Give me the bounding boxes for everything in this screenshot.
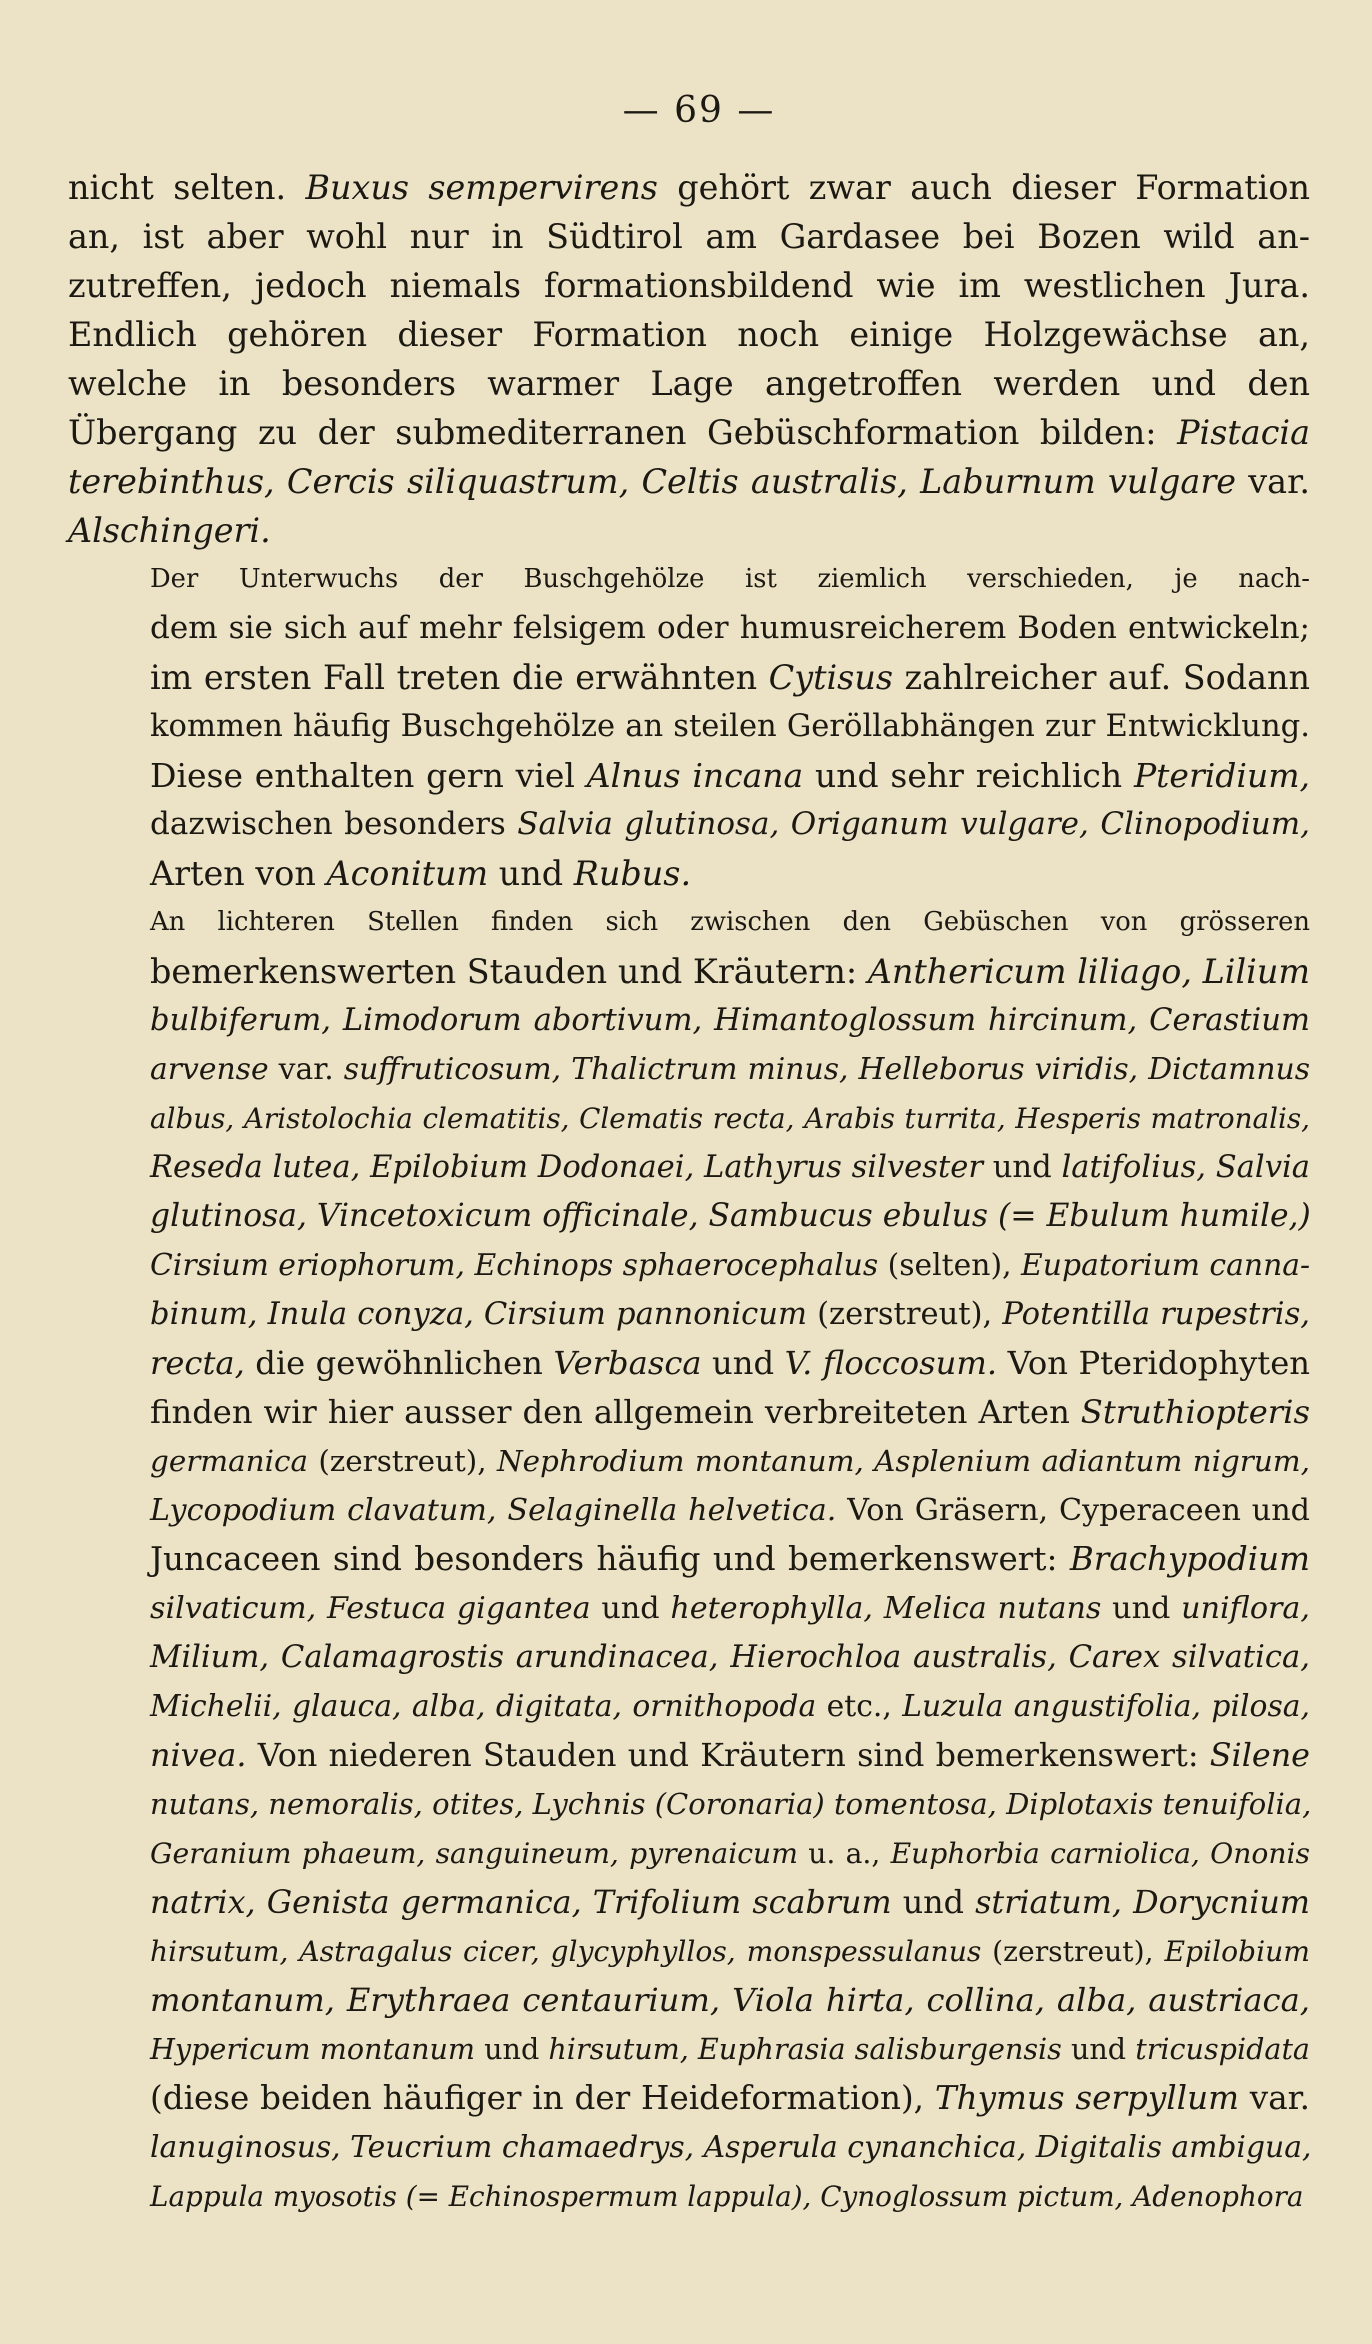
- text-run: etc.,: [816, 1689, 903, 1724]
- text-run: dazwischen besonders: [150, 806, 518, 842]
- species-name: Epilobium: [1164, 1935, 1310, 1968]
- text-line: [68, 359, 1310, 408]
- text-run: finden wir hier ausser den allgemein verbreiteten Arten: [150, 1393, 1081, 1431]
- text-line: [68, 947, 1310, 996]
- text-line: [68, 1878, 1310, 1927]
- species-name: binum, Inula conyza, Cirsium pannonicum: [150, 1297, 807, 1332]
- species-name: albus, Aristolochia clematitis, Clematis recta, Arabis turrita, Hesperis matronalis,: [150, 1102, 1310, 1135]
- text-run: Endlich gehören dieser Formation noch einige Holzgewächse an,: [68, 315, 1310, 354]
- text-run: An lichteren Stellen finden sich zwischen den Gebüschen von grösseren: [150, 907, 1310, 937]
- species-name: hirsutum, Euphrasia salisburgensis: [548, 2032, 1062, 2066]
- species-name: bulbiferum, Limodorum abortivum, Himantoglossum hircinum, Cerastium: [150, 1003, 1310, 1038]
- text-run: var.: [1238, 2079, 1310, 2117]
- species-name: Thymus serpyllum: [934, 2079, 1239, 2117]
- species-name: latifolius, Salvia: [1061, 1150, 1311, 1185]
- species-name: germanica: [150, 1444, 308, 1478]
- text-run: u. a.,: [797, 1837, 891, 1870]
- text-line: [68, 1290, 1310, 1339]
- species-name: silvaticum, Festuca gigantea: [150, 1591, 591, 1626]
- text-run: die gewöhnlichen: [244, 1344, 554, 1382]
- species-name: Milium, Calamagrostis arundinacea, Hierochloa australis, Carex silvatica,: [150, 1640, 1310, 1675]
- text-line: [68, 457, 1310, 506]
- species-name: Geranium phaeum, sanguineum, pyrenaicum: [150, 1837, 798, 1870]
- text-run: (diese beiden häufiger in der Heideformation),: [150, 2079, 935, 2117]
- text-line: [68, 751, 1310, 800]
- text-line: [68, 898, 1310, 947]
- text-run: Von niederen Stauden und Kräutern sind bemerkenswert:: [246, 1737, 1210, 1774]
- species-name: Michelii, glauca, alba, digitata, ornithopoda: [150, 1689, 817, 1724]
- text-run: var.: [268, 1052, 344, 1087]
- species-name: Hypericum montanum: [150, 2032, 476, 2066]
- text-run: var.: [1236, 462, 1310, 501]
- text-line: [68, 1780, 1310, 1829]
- species-name: uniflora,: [1181, 1591, 1311, 1626]
- species-name: Lappula myosotis (= Echinospermum lappula), Cynoglossum pictum, Adenophora: [150, 2180, 1304, 2213]
- text-line: [68, 1829, 1310, 1878]
- text-line: [68, 1584, 1310, 1633]
- species-name: nutans, nemoralis, otites, Lychnis (Coronaria) tomentosa, Diplotaxis tenuifolia,: [150, 1787, 1312, 1821]
- species-name: Brachypodium: [1069, 1540, 1310, 1578]
- text-run: Von Pteridophyten: [997, 1344, 1310, 1382]
- text-run: (zerstreut),: [307, 1444, 497, 1478]
- text-line: [68, 1241, 1310, 1290]
- species-name: suffruticosum, Thalictrum minus, Helleborus viridis, Dictamnus: [343, 1052, 1310, 1087]
- text-line: [68, 1976, 1310, 2025]
- species-name: Verbasca: [553, 1344, 702, 1382]
- text-run: und: [983, 1150, 1062, 1185]
- text-run: (zerstreut),: [981, 1935, 1165, 1968]
- paragraph: [68, 555, 1310, 898]
- species-name: glutinosa, Vincetoxicum officinale, Sambucus ebulus (= Ebulum humile,): [150, 1198, 1311, 1234]
- species-name: terebinthus, Cercis siliquastrum, Celtis australis, Laburnum vulgare: [68, 462, 1237, 501]
- species-name: Luzula angustifolia, pilosa,: [902, 1689, 1311, 1724]
- species-name: Anthericum liliago, Lilium: [867, 952, 1310, 991]
- text-line: [68, 1437, 1310, 1486]
- species-name: Eupatorium canna-: [1021, 1248, 1311, 1283]
- text-line: [68, 1388, 1310, 1437]
- species-name: Potentilla rupestris,: [1002, 1297, 1310, 1332]
- text-line: [68, 2172, 1310, 2221]
- text-run: bemerkenswerten Stauden und Kräutern:: [150, 952, 868, 991]
- species-name: nivea.: [150, 1737, 247, 1774]
- species-name: V. floccosum.: [784, 1344, 998, 1382]
- text-run: welche in besonders warmer Lage angetroffen werden und den: [68, 364, 1310, 403]
- text-line: [68, 310, 1310, 359]
- text-line: [68, 1731, 1310, 1780]
- text-run: im ersten Fall treten die erwähnten: [150, 658, 769, 697]
- species-name: Aconitum: [326, 854, 489, 893]
- text-line: [68, 849, 1310, 898]
- text-run: Diese enthalten gern viel: [150, 756, 587, 795]
- species-name: Buxus sempervirens: [305, 168, 658, 207]
- text-run: Übergang zu der submediterranen Gebüschformation bilden:: [68, 413, 1178, 452]
- text-line: [68, 1535, 1310, 1584]
- text-run: und: [701, 1344, 785, 1382]
- species-name: Lycopodium clavatum, Selaginella helvetica.: [150, 1493, 837, 1528]
- text-line: [68, 212, 1310, 261]
- text-run: Juncaceen sind besonders häufig und bemerkenswert:: [150, 1540, 1070, 1578]
- text-line: [68, 2123, 1310, 2172]
- text-line: [68, 555, 1310, 604]
- text-line: [68, 702, 1310, 751]
- text-run: gehört zwar auch dieser Formation: [657, 168, 1310, 207]
- species-name: heterophylla, Melica nutans: [670, 1591, 1102, 1626]
- text-run: Arten von: [150, 854, 327, 893]
- text-run: dem sie sich auf mehr felsigem oder humusreicherem Boden entwickeln;: [150, 610, 1310, 646]
- text-line: [68, 1927, 1310, 1976]
- species-name: hirsutum, Astragalus cicer, glycyphyllos, monspessulanus: [150, 1935, 982, 1968]
- text-run: und: [590, 1591, 671, 1626]
- species-name: natrix, Genista germanica, Trifolium scabrum: [150, 1884, 892, 1921]
- text-run: kommen häufig Buschgehölze an steilen Geröllabhängen zur Entwicklung.: [150, 709, 1310, 744]
- species-name: Pistacia: [1177, 413, 1310, 452]
- text-run: zutreffen, jedoch niemals formationsbildend wie im westlichen Jura.: [68, 266, 1310, 305]
- text-run: und: [1101, 1591, 1182, 1626]
- text-run: (selten),: [878, 1248, 1022, 1283]
- text-run: Von Gräsern, Cyperaceen und: [836, 1493, 1311, 1528]
- text-line: [68, 261, 1310, 310]
- species-name: Struthiopteris: [1080, 1393, 1310, 1431]
- text-run: zahlreicher auf. Sodann: [892, 658, 1310, 697]
- body-text: [68, 163, 1310, 2221]
- text-line: [68, 2025, 1310, 2074]
- species-name: montanum, Erythraea centaurium, Viola hirta, collina, alba, austriaca,: [150, 1981, 1310, 2019]
- text-line: [68, 1682, 1310, 1731]
- species-name: arvense: [150, 1052, 269, 1087]
- text-line: [68, 2074, 1310, 2123]
- text-line: [68, 996, 1310, 1045]
- species-name: Euphorbia carniolica, Ononis: [890, 1837, 1310, 1870]
- species-name: striatum, Dorycnium: [975, 1884, 1310, 1921]
- species-name: Alnus incana: [586, 756, 804, 795]
- species-name: Alschingeri.: [68, 511, 271, 550]
- species-name: Cytisus: [768, 658, 893, 697]
- text-run: und: [891, 1884, 976, 1921]
- text-run: nicht selten.: [68, 168, 306, 207]
- species-name: recta,: [150, 1344, 245, 1382]
- text-line: [68, 653, 1310, 702]
- text-line: [68, 1486, 1310, 1535]
- text-line: [68, 506, 1310, 555]
- text-line: [68, 1633, 1310, 1682]
- text-line: [68, 163, 1310, 212]
- text-line: [68, 800, 1310, 849]
- text-line: [68, 1192, 1310, 1241]
- text-run: und: [488, 854, 574, 893]
- page-number: — 69 —: [622, 90, 776, 131]
- species-name: Reseda lutea, Epilobium Dodonaei, Lathyrus silvester: [150, 1150, 983, 1185]
- text-line: [68, 1339, 1310, 1388]
- species-name: Silene: [1209, 1737, 1310, 1774]
- text-line: [68, 1045, 1310, 1094]
- text-run: Der Unterwuchs der Buschgehölze ist ziemlich verschieden, je nach-: [150, 564, 1310, 594]
- species-name: Cirsium eriophorum, Echinops sphaerocephalus: [150, 1248, 879, 1283]
- paragraph: [68, 898, 1310, 2221]
- species-name: Nephrodium montanum, Asplenium adiantum nigrum,: [496, 1444, 1310, 1478]
- text-run: und sehr reichlich: [803, 756, 1134, 795]
- text-line: [68, 1143, 1310, 1192]
- species-name: tricuspidata: [1135, 2032, 1310, 2066]
- species-name: Rubus.: [573, 854, 692, 893]
- text-run: und: [475, 2032, 549, 2066]
- text-run: an, ist aber wohl nur in Südtirol am Gardasee bei Bozen wild an-: [68, 217, 1310, 256]
- text-run: und: [1061, 2032, 1136, 2066]
- text-line: [68, 604, 1310, 653]
- paragraph: [68, 163, 1310, 555]
- species-name: lanuginosus, Teucrium chamaedrys, Asperula cynanchica, Digitalis ambigua,: [150, 2130, 1312, 2165]
- species-name: Pteridium,: [1133, 756, 1310, 795]
- text-line: [68, 1094, 1310, 1143]
- text-line: [68, 408, 1310, 457]
- species-name: Salvia glutinosa, Origanum vulgare, Clinopodium,: [517, 806, 1310, 842]
- text-run: (zerstreut),: [806, 1297, 1003, 1332]
